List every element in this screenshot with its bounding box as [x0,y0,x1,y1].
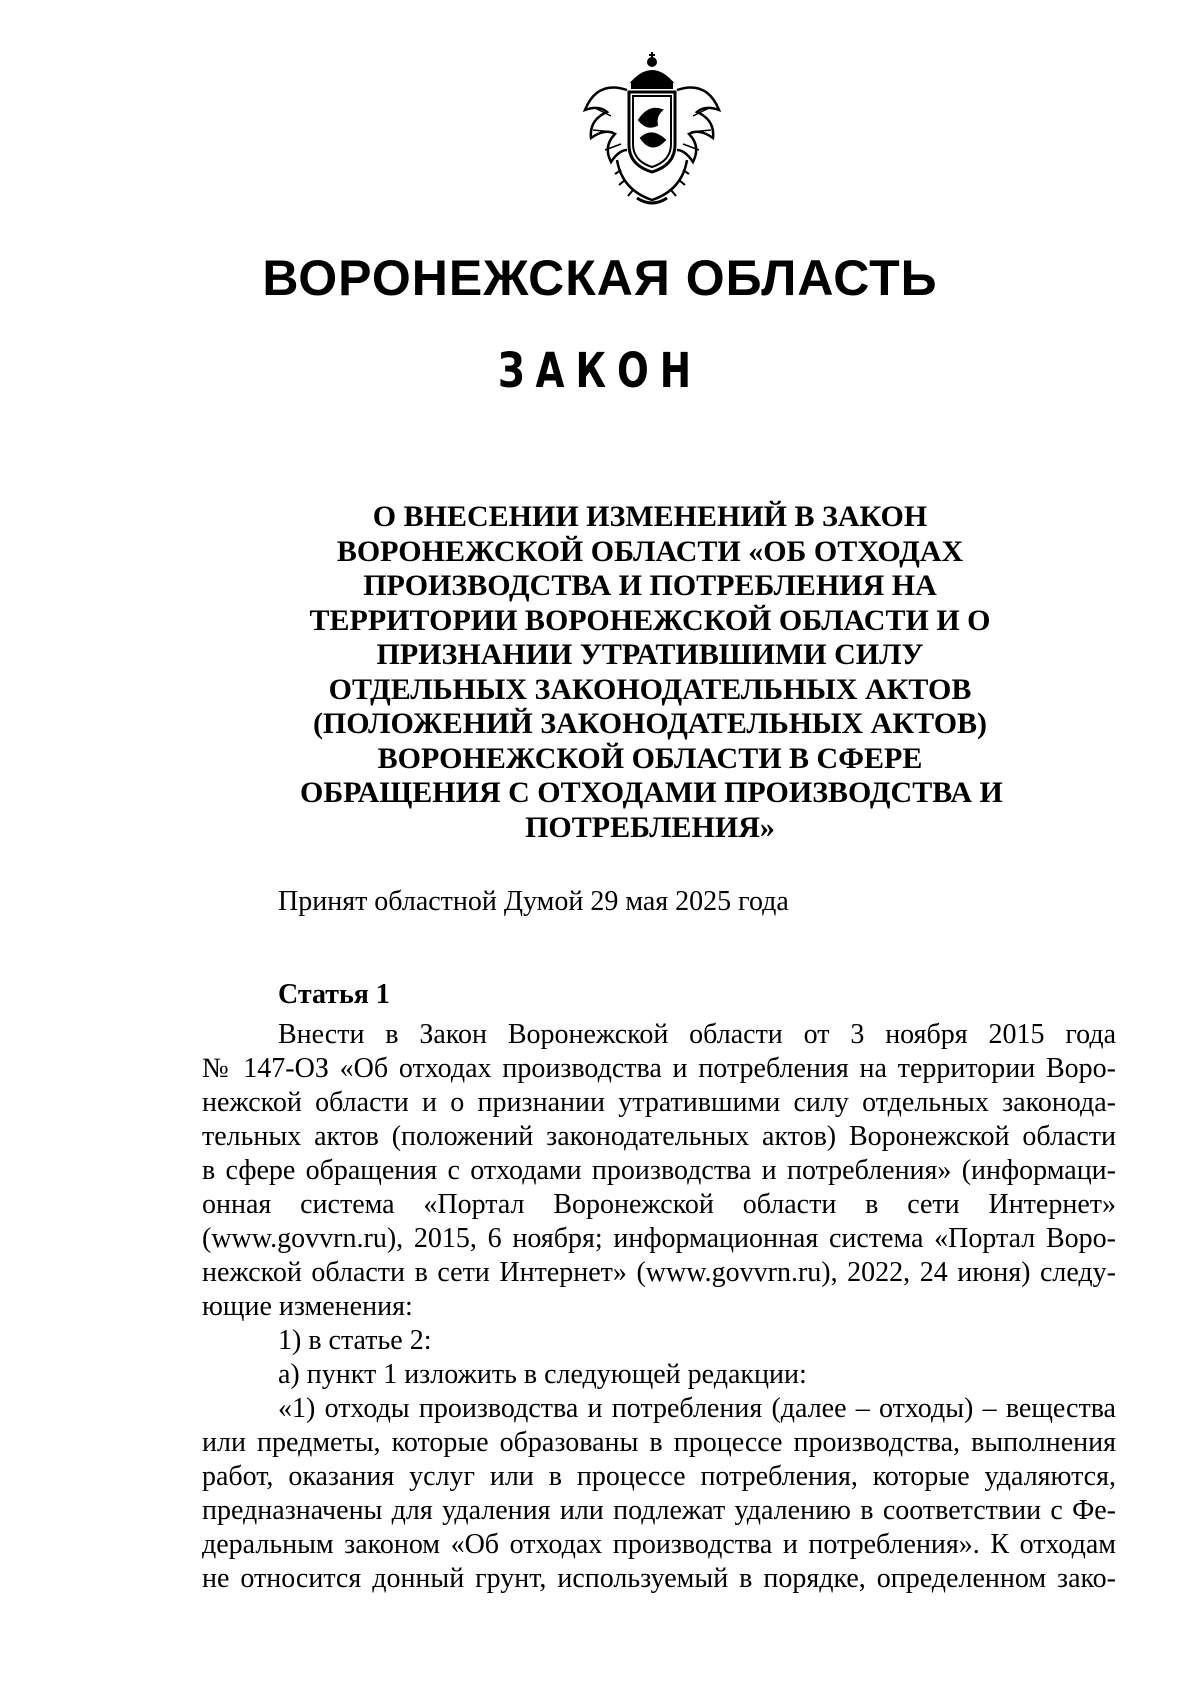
coat-of-arms-icon [577,50,727,210]
body-line: деральным законом «Об отходах производства и потребления». К отходам [202,1529,1116,1560]
adoption-note: Принят областной Думой 29 мая 2025 года [278,886,789,917]
body-line: 1) в статье 2: [278,1325,432,1356]
body-line: предназначены для удаления или подлежат удалению в соответствии с Фе- [202,1495,1116,1526]
body-line: или предметы, которые образованы в процессе производства, выполнения [202,1427,1116,1458]
article-heading: Статья 1 [278,979,390,1010]
body-line: № 147-ОЗ «Об отходах производства и потребления на территории Воро- [202,1053,1116,1084]
body-line: а) пункт 1 изложить в следующей редакции: [278,1359,807,1390]
law-title-line: (ПОЛОЖЕНИЙ ЗАКОНОДАТЕЛЬНЫХ АКТОВ) [312,707,988,740]
law-title-line: ПОТРЕБЛЕНИЯ» [525,810,775,844]
body-line: нежской области и о признании утратившими силу отдельных законода- [202,1087,1116,1118]
law-title-line: ВОРОНЕЖСКОЙ ОБЛАСТИ В СФЕРЕ [377,741,923,775]
body-line: «1) отходы производства и потребления (далее – отходы) – вещества [278,1393,1116,1424]
law-title-line: О ВНЕСЕНИИ ИЗМЕНЕНИЙ В ЗАКОН [372,500,928,533]
law-title [300,500,1003,845]
body-line: онная система «Портал Воронежской области в сети Интернет» [202,1189,1116,1220]
body-line: нежской области в сети Интернет» (www.govvrn.ru), 2022, 24 июня) следу- [202,1257,1116,1288]
body-line: Внести в Закон Воронежской области от 3 ноября 2015 года [278,1019,1116,1050]
article-body [202,1018,1116,1596]
body-line: тельных актов (положений законодательных актов) Воронежской области [202,1121,1116,1152]
body-line: (www.govvrn.ru), 2015, 6 ноября; информационная система «Портал Воро- [202,1223,1116,1254]
law-title-line: ТЕРРИТОРИИ ВОРОНЕЖСКОЙ ОБЛАСТИ И О [309,603,991,637]
law-title-line: ОТДЕЛЬНЫХ ЗАКОНОДАТЕЛЬНЫХ АКТОВ [328,672,972,706]
body-line: не относится донный грунт, используемый в порядке, определенном зако- [202,1563,1116,1594]
law-title-line: ВОРОНЕЖСКОЙ ОБЛАСТИ «ОБ ОТХОДАХ [336,534,964,568]
body-line: работ, оказания услуг или в процессе потребления, которые удаляются, [202,1461,1116,1492]
body-line: ющие изменения: [202,1291,413,1322]
document-type-heading: ЗАКОН [498,343,702,399]
region-title: ВОРОНЕЖСКАЯ ОБЛАСТЬ [262,250,938,306]
law-title-line: ПРОИЗВОДСТВА И ПОТРЕБЛЕНИЯ НА [363,569,937,602]
law-title-line: ПРИЗНАНИИ УТРАТИВШИМИ СИЛУ [376,638,924,671]
body-line: в сфере обращения с отходами производства и потребления» (информаци- [202,1155,1116,1186]
law-title-line: ОБРАЩЕНИЯ С ОТХОДАМИ ПРОИЗВОДСТВА И [300,776,1003,809]
